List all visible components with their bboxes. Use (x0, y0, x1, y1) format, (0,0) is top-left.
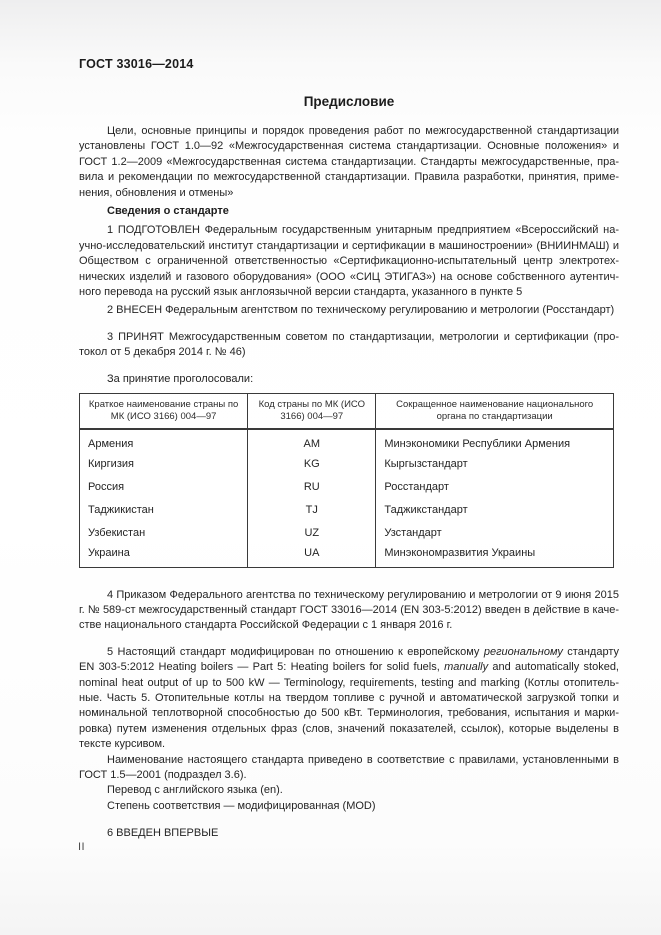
cell-code: UZ (248, 521, 376, 544)
column-header-code: Код страны по МК (ИСО 3166) 004—97 (248, 394, 376, 430)
cell-body: Минэкономразвития Украины (376, 544, 614, 567)
item-modified-italic-word: manually (444, 661, 489, 674)
cell-code: TJ (248, 498, 376, 521)
column-header-body: Сокращенное наименование национального органа по стандартизации (376, 394, 614, 430)
cell-code: AM (248, 429, 376, 452)
page-title: Предисловие (303, 94, 395, 109)
cell-country: Россия (80, 475, 248, 498)
table-row (80, 429, 614, 452)
item-adopted: 3 ПРИНЯТ Межгосударственным советом по стандартизации, метрологии и сертификации (протокол от 5 декабря 2014 г. № 46) (79, 330, 619, 359)
cell-country: Украина (80, 544, 248, 567)
cell-country: Узбекистан (80, 521, 248, 544)
item-modified-text: 5 Настоящий стандарт модифицирован по отношению к европейскому (107, 645, 484, 658)
voting-table (79, 393, 614, 568)
vote-intro-line: За принятие проголосовали: (107, 372, 254, 385)
document-code: ГОСТ 33016—2014 (79, 57, 194, 71)
page-content (79, 0, 619, 842)
cell-body: Минэкономики Республики Армения (376, 429, 614, 452)
item-prepared: 1 ПОДГОТОВЛЕН Федеральным государственным унитарным предприятием «Всероссийский научно-исследовательский институт стандартизации и сертификации в машиностроении» (ВНИИНМАШ) и Обществом с ограниченной ответственностью «Сертификационно-испытательный центр электротехнических изделий и газового оборудования» (ООО «СИЦ ЭТИГАЗ») на основе собственного аутентичного перевода на русский язык англоязычной версии стандарта, указанного в пункте 5 (79, 224, 619, 299)
cell-code: KG (248, 452, 376, 475)
cell-body: Кыргызстандарт (376, 452, 614, 475)
table-row (80, 475, 614, 498)
item-translation: Перевод с английского языка (en). (107, 784, 283, 797)
cell-body: Узстандарт (376, 521, 614, 544)
item-name-note: Наименование настоящего стандарта приведено в соответствие с правилами, установленными в ГОСТ 1.5—2001 (подраздел 3.6). (79, 753, 619, 782)
cell-code: RU (248, 475, 376, 498)
table-row (80, 521, 614, 544)
cell-body: Росстандарт (376, 475, 614, 498)
item-conformity-degree: Степень соответствия — модифицированная (MOD) (107, 799, 376, 812)
table-row (80, 452, 614, 475)
cell-body: Таджикстандарт (376, 498, 614, 521)
cell-country: Армения (80, 429, 248, 452)
item-first-introduced: 6 ВВЕДЕН ВПЕРВЫЕ (107, 827, 219, 840)
cell-country: Таджикистан (80, 498, 248, 521)
column-header-country: Краткое наименование страны по МК (ИСО 3166) 004—97 (80, 394, 248, 430)
table-row (80, 498, 614, 521)
foreword-intro-paragraph: Цели, основные принципы и порядок проведения работ по межгосударственной стандартизации установлены ГОСТ 1.0—92 «Межгосударственная система стандартизации. Основные положения» и ГОСТ 1.2—2009 «Межгосударственная система стандартизации. Стандарты межгосударственные, правила и рекомендации по межгосударственной стандартизации. Правила разработки, принятия, применения, обновления и отмены» (79, 125, 619, 199)
item-modified-text: стандарту EN 303-5:2012 Heating boilers — Part 5: Heating boilers for solid fuels, (79, 645, 619, 674)
table-header-row (80, 394, 614, 430)
cell-country: Киргизия (80, 452, 248, 475)
item-modified-italic-word: региональному (483, 645, 563, 658)
item-modified-text: and automatically stoked, nominal heat output of up to 500 kW — Terminology, requirements, testing and marking (Котлы отопительные. Часть 5. Отопительные котлы на твердом топливе с ручной и автоматической загрузкой топки и номинальной теплотворной способностью до 500 кВт. Терминология, требования, испытания и маркировка) путем изменения отдельных фраз (слов, значений показателей, ссылок), которые выделены в тексте курсивом. (79, 661, 619, 751)
item-order: 4 Приказом Федерального агентства по техническому регулированию и метрологии от 9 июня 2015 г. № 589-ст межгосударственный стандарт ГОСТ 33016—2014 (EN 303-5:2012) введен в действие в качестве национального стандарта Российской Федерации с 1 января 2016 г. (79, 588, 619, 632)
page-number: II (78, 841, 86, 853)
item-modified (79, 645, 619, 753)
table-row (80, 544, 614, 567)
item-submitted: 2 ВНЕСЕН Федеральным агентством по техническому регулированию и метрологии (Росстандарт) (107, 304, 615, 317)
standard-info-heading: Сведения о стандарте (107, 205, 229, 218)
cell-code: UA (248, 544, 376, 567)
